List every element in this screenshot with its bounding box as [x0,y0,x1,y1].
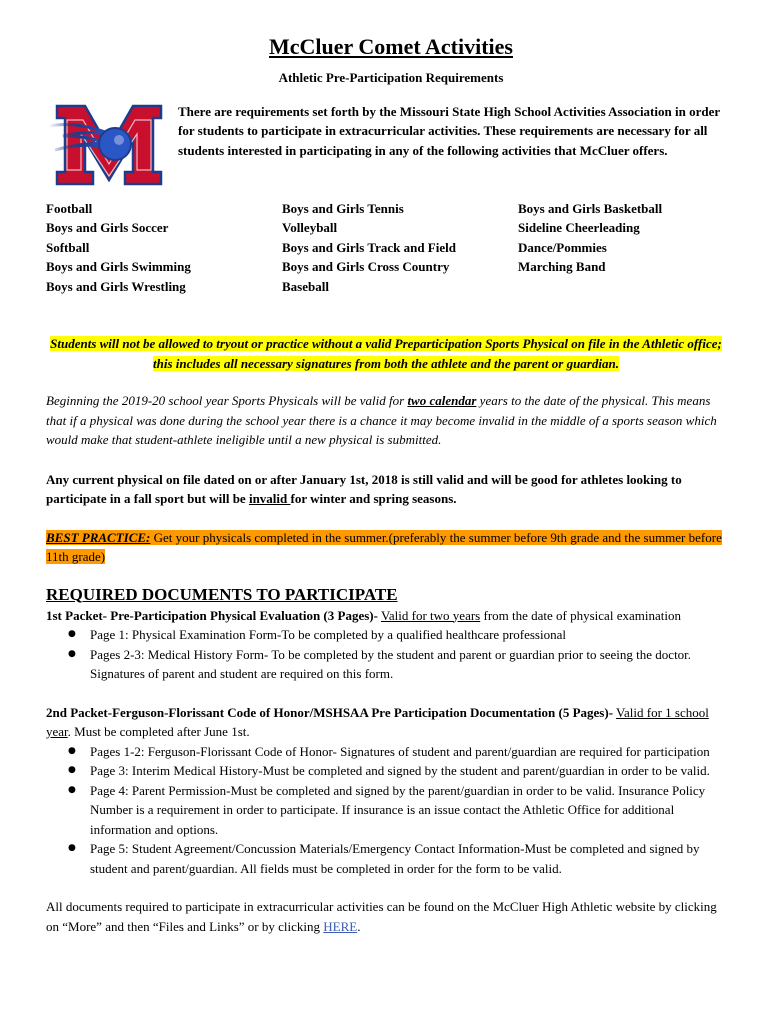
best-practice [46,528,726,567]
current-text-before: Any current physical on file dated on or after January 1st, 2018 is still valid and will be good for athletes looking to participate in a fall sport but will be [46,471,682,506]
page-subtitle: Athletic Pre-Participation Requirements [278,70,504,85]
activity-item: Boys and Girls Tennis [282,200,404,216]
packet-1 [46,606,726,684]
current-emphasis: invalid [248,491,291,506]
list-item: ● Page 1: Physical Examination Form-To be completed by a qualified healthcare professional [90,625,726,645]
packet-2-rest: . Must be completed after June 1st. [67,724,250,739]
packet-2-header [46,703,726,742]
packet-1-rest: from the date of physical examination [480,607,681,623]
activities-column-1 [46,199,282,297]
best-practice-label: BEST PRACTICE: [46,529,151,545]
list-item: ● Page 4: Parent Permission-Must be completed and signed by the parent/guardian in order to be valid. Insurance Policy Number is a requirement in order to participate. If insurance is an issue contact the Athletic Office for additional information and options. [90,781,726,840]
activity-item: Boys and Girls Swimming [46,259,191,274]
note-text-before: Beginning the 2019-20 school year Sports Physicals will be valid for [46,393,408,408]
note-emphasis: two calendar [407,393,477,408]
activity-item: Boys and Girls Soccer [46,220,169,235]
footer-text: All documents required to participate in extracurricular activities can be found on the McCluer High Athletic website by clicking on “More” and then “Files and Links” or by clicking [46,899,717,934]
footer-paragraph [46,897,726,936]
activity-item: Boys and Girls Basketball [518,200,663,216]
packet-2-items [46,742,726,879]
packet-1-header [46,606,726,626]
list-item: ● Page 3: Interim Medical History-Must be completed and signed by the student and parent/guardian in order to be valid. [90,761,726,781]
list-item: ● Pages 1-2: Ferguson-Florissant Code of Honor- Signatures of student and parent/guardian are required for participation [90,742,726,762]
required-documents-heading: REQUIRED DOCUMENTS TO PARTICIPATE [46,584,398,604]
physical-warning [46,334,726,373]
packet-1-validity: Valid for two years [380,607,481,623]
packet-2 [46,703,726,879]
here-link[interactable]: HERE [323,918,358,934]
activities-column-2 [282,199,518,297]
best-practice-text: Get your physicals completed in the summer.(preferably the summer before 9th grade and the summer before 11th grade) [46,529,722,564]
activity-item: Boys and Girls Cross Country [282,259,450,274]
activity-item: Marching Band [518,259,606,274]
note-text-after: years to the date of the physical. This means that if a physical was done during the school year there is a chance it may become invalid in the middle of a sports season which would make that student-athlete ineligible until a new physical is submitted. [46,393,717,447]
list-item: ● Pages 2-3: Medical History Form- To be completed by the student and parent or guardian prior to seeing the doctor. Signatures of parent and student are required on this form. [90,645,726,684]
activity-item: Dance/Pommies [518,239,607,255]
activity-item: Football [46,200,93,216]
activity-item: Baseball [282,278,329,294]
packet-2-validity: Valid for 1 school year [46,704,709,739]
activity-item: Sideline Cheerleading [518,220,640,235]
packet-2-title: 2nd Packet-Ferguson-Florissant Code of Honor/MSHSAA Pre Participation Documentation (5 Pages)- [46,704,614,720]
intro-section [46,102,726,186]
page-title: McCluer Comet Activities [269,34,513,59]
packet-1-title: 1st Packet- Pre-Participation Physical Evaluation (3 Pages)- [46,607,378,623]
document-page [46,32,726,936]
intro-paragraph: There are requirements set forth by the Missouri State High School Activities Association in order for students to participate in extracurricular activities. These requirements are necessary for all students interested in participating in any of the following activities that McCluer offers. [178,103,720,158]
footer-end: . [357,918,361,934]
activities-column-3 [518,199,726,297]
list-item: ● Page 5: Student Agreement/Concussion Materials/Emergency Contact Information-Must be completed and signed by student and parent/guardian. All fields must be completed in order for the form to be valid. [90,839,726,878]
activity-item: Boys and Girls Track and Field [282,239,456,255]
packet-1-items [46,625,726,684]
activity-item: Softball [46,239,90,255]
activities-list [46,199,726,297]
activity-item: Volleyball [282,220,338,235]
mccluer-m-logo [49,104,169,186]
current-text-after: for winter and spring seasons. [290,491,457,506]
warning-text: Students will not be allowed to tryout or practice without a valid Preparticipation Sports Physical on file in the Athletic office; this includes all necessary signatures from both the athlete and the parent or guardian. [50,336,722,371]
current-physical-note [46,470,726,509]
activity-item: Boys and Girls Wrestling [46,278,186,294]
physical-validity-note [46,391,726,450]
